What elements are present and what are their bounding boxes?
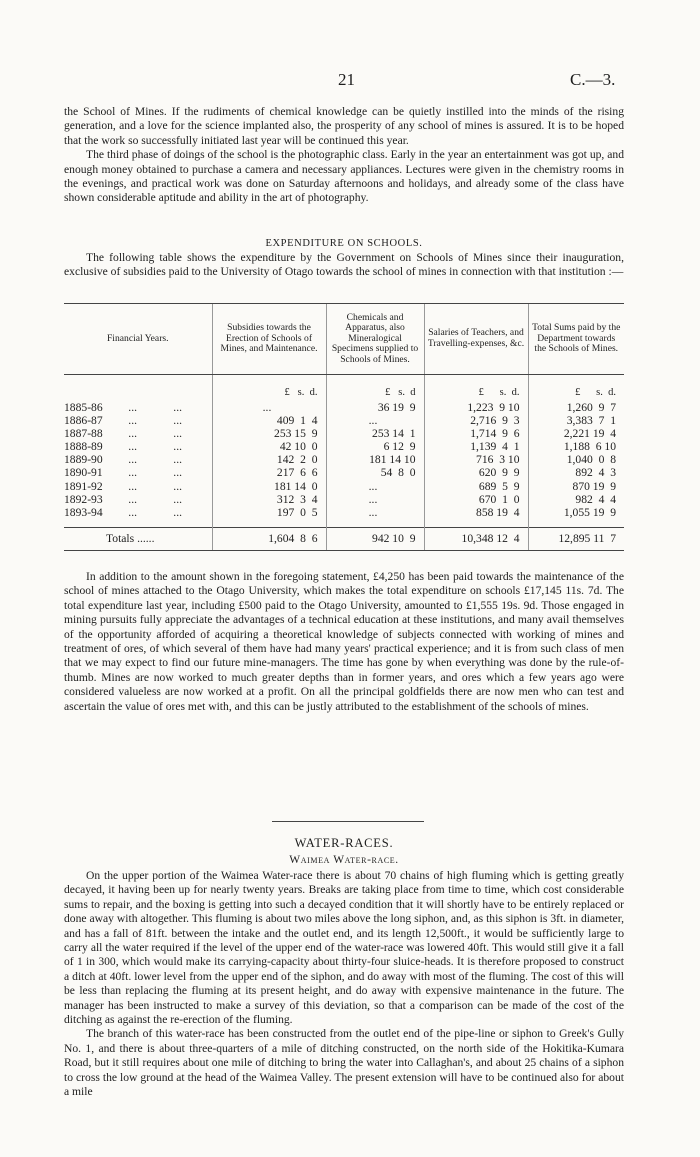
units-label: £ s. d bbox=[326, 375, 424, 402]
table-row: 1891-92 ... ... 181 14 0 ... 689 5 9 870 19 9 bbox=[64, 480, 624, 493]
salaries-cell: 2,716 9 3 bbox=[424, 414, 528, 427]
expenditure-table-wrap bbox=[64, 303, 624, 551]
total-cell: 982 4 4 bbox=[528, 493, 624, 506]
salaries-cell: 716 3 10 bbox=[424, 453, 528, 466]
chemicals-cell: 253 14 1 bbox=[326, 427, 424, 440]
section-divider bbox=[272, 821, 424, 822]
intro-section bbox=[64, 105, 624, 206]
salaries-cell: 1,223 9 10 bbox=[424, 401, 528, 414]
chemicals-cell: 36 19 9 bbox=[326, 401, 424, 414]
table-row: 1890-91 ... ... 217 6 6 54 8 0 620 9 9 892 4 3 bbox=[64, 466, 624, 479]
subsidies-cell: 181 14 0 bbox=[212, 480, 326, 493]
salaries-cell: 689 5 9 bbox=[424, 480, 528, 493]
expenditure-notes bbox=[64, 570, 624, 714]
paragraph: On the upper portion of the Waimea Water-race there is about 70 chains of high fluming which is getting greatly decayed, it having been up for nearly twenty years. Breaks are taking place from time to time, which cost considerable sums to repair, and the boxing is getting into such a decayed condition that it will shortly have to be entirely replaced or done away with altogether. This fluming is about two miles above the long siphon, and, as this siphon is 3ft. in diameter, and has a fall of 81ft. between the intake and the outlet end, and its length 12,500ft., it would be sufficiently large to carry all the water required if the level of the upper end of the water-race was lowered 40ft. This would still give it a fall of 1 in 300, which would make its carrying-capacity about thirty-four sluice-heads. It is therefore proposed to construct a ditch at 40ft. lower level from the upper end of the siphon, and do away with most of the fluming. The cost of this will be less than replacing the fluming at its present height, and do away with expensive maintenance in the future. The manager has been instructed to make a survey of this deviation, so that a comparison can be made of the cost of the ditching as against the re-erection of the fluming. bbox=[64, 869, 624, 1027]
total-cell: 892 4 3 bbox=[528, 466, 624, 479]
salaries-total: 10,348 12 4 bbox=[424, 527, 528, 550]
subsidies-cell: 42 10 0 bbox=[212, 440, 326, 453]
chemicals-cell: 6 12 9 bbox=[326, 440, 424, 453]
total-cell: 2,221 19 4 bbox=[528, 427, 624, 440]
chemicals-cell: ... bbox=[326, 506, 424, 519]
subsidies-cell: 409 1 4 bbox=[212, 414, 326, 427]
chemicals-cell: ... bbox=[326, 480, 424, 493]
table-row: 1888-89 ... ... 42 10 0 6 12 9 1,139 4 1 1,188 6 10 bbox=[64, 440, 624, 453]
chemicals-cell: 181 14 10 bbox=[326, 453, 424, 466]
salaries-cell: 620 9 9 bbox=[424, 466, 528, 479]
total-cell: 1,055 19 9 bbox=[528, 506, 624, 519]
column-header: Financial Years. bbox=[64, 304, 212, 375]
totals-row: Totals ...... 1,604 8 6 942 10 9 10,348 12 4 12,895 11 7 bbox=[64, 527, 624, 550]
table-row: 1893-94 ... ... 197 0 5 ... 858 19 4 1,055 19 9 bbox=[64, 506, 624, 519]
paragraph: The branch of this water-race has been constructed from the outlet end of the pipe-line or siphon to Greek's Gully No. 1, and there is about three-quarters of a mile of ditching constructed, on the north side of the Hokitika-Kumara Road, but it still requires about one mile of ditching to bring the water into Callaghan's, and about 25 chains of a siphon to cross the low ground at the head of the Waimea Valley. The present extension will have to be continued also for about a mile bbox=[64, 1027, 624, 1099]
water-races-section bbox=[64, 836, 624, 1100]
table-row: 1889-90 ... ... 142 2 0 181 14 10 716 3 10 1,040 0 8 bbox=[64, 453, 624, 466]
units-label: £ s. d. bbox=[424, 375, 528, 402]
units-label: £ s. d. bbox=[212, 375, 326, 402]
total-cell: 1,040 0 8 bbox=[528, 453, 624, 466]
subsidies-cell: 312 3 4 bbox=[212, 493, 326, 506]
table-row: 1887-88 ... ... 253 15 9 253 14 1 1,714 9 6 2,221 19 4 bbox=[64, 427, 624, 440]
column-header: Salaries of Teachers, and Travelling-expenses, &c. bbox=[424, 304, 528, 375]
units-label: £ s. d. bbox=[528, 375, 624, 402]
document-reference: C.—3. bbox=[570, 70, 616, 89]
total-cell: 1,188 6 10 bbox=[528, 440, 624, 453]
salaries-cell: 1,714 9 6 bbox=[424, 427, 528, 440]
column-header: Chemicals and Apparatus, also Mineralogical Specimens supplied to Schools of Mines. bbox=[326, 304, 424, 375]
column-header: Total Sums paid by the Department towards the Schools of Mines. bbox=[528, 304, 624, 375]
year-cell: 1890-91 bbox=[64, 466, 103, 480]
section-heading: EXPENDITURE ON SCHOOLS. bbox=[265, 238, 423, 249]
table-row: 1886-87 ... ... 409 1 4 ... 2,716 9 3 3,383 7 1 bbox=[64, 414, 624, 427]
subsidies-cell: 197 0 5 bbox=[212, 506, 326, 519]
section-heading: WATER-RACES. bbox=[294, 836, 394, 850]
salaries-cell: 670 1 0 bbox=[424, 493, 528, 506]
total-cell: 3,383 7 1 bbox=[528, 414, 624, 427]
totals-label: Totals ... bbox=[106, 532, 146, 546]
subsidies-cell: 142 2 0 bbox=[212, 453, 326, 466]
table-row: 1892-93 ... ... 312 3 4 ... 670 1 0 982 4 4 bbox=[64, 493, 624, 506]
paragraph: In addition to the amount shown in the foregoing statement, £4,250 has been paid towards the maintenance of the school of mines attached to the Otago University, which makes the total expenditure on schools £17,145 11s. 7d. The total expenditure last year, including £500 paid to the Otago University, amounted to £1,555 19s. 9d. Those engaged in mining pursuits fully appreciate the advantages of a technical education at these institutions, and many avail themselves of the opportunity afforded of acquiring a theoretical knowledge of subjects connected with working of mines and treatment of ores, of which several of them have had many years' practical experience; and it is from such class of men that we may expect to find our future mine-managers. The time has gone by when everything was done by the rule-of-thumb. Mines are now worked to much greater depths than in former years, and ores which a few years ago were considered valueless are now worked at a profit. On all the principal goldfields there are now men who can test and ascertain the value of ores met with, and this can be justly attributed to the establishment of the schools of mines. bbox=[64, 570, 624, 713]
paragraph: the School of Mines. If the rudiments of chemical knowledge can be quietly instilled into the minds of the rising generation, and a love for the science implanted also, the prosperity of any school of mines is assured. It is to be hoped that the work so successfully initiated last year will be continued this year. bbox=[64, 105, 624, 147]
chemicals-cell: 54 8 0 bbox=[326, 466, 424, 479]
expenditure-section bbox=[64, 238, 624, 280]
column-header: Subsidies towards the Erection of Schools of Mines, and Maintenance. bbox=[212, 304, 326, 375]
grand-total: 12,895 11 7 bbox=[528, 527, 624, 550]
year-cell: 1885-86 bbox=[64, 401, 103, 414]
subsidies-cell: 253 15 9 bbox=[212, 427, 326, 440]
page-number: 21 bbox=[338, 70, 355, 89]
subsidies-cell: ... bbox=[212, 401, 326, 414]
year-cell: 1891-92 bbox=[64, 479, 103, 493]
paragraph: The third phase of doings of the school is the photographic class. Early in the year an entertainment was got up, and enough money obtained to purchase a camera and necessary appliances. Lectures were given in the chemistry rooms in the evenings, and practical work was done on Saturday afternoons and holidays, and already some of the class have shown considerable aptitude and ability in the art of photography. bbox=[64, 148, 624, 205]
year-cell: 1888-89 bbox=[64, 440, 103, 454]
year-cell: 1886-87 bbox=[64, 414, 103, 428]
salaries-cell: 858 19 4 bbox=[424, 506, 528, 519]
total-cell: 870 19 9 bbox=[528, 480, 624, 493]
units-row bbox=[64, 375, 624, 402]
salaries-cell: 1,139 4 1 bbox=[424, 440, 528, 453]
chemicals-cell: ... bbox=[326, 414, 424, 427]
chemicals-cell: ... bbox=[326, 493, 424, 506]
year-cell: 1892-93 bbox=[64, 492, 103, 506]
chemicals-total: 942 10 9 bbox=[326, 527, 424, 550]
table-row: 1885-86 ... ... ... 36 19 9 1,223 9 10 1,260 9 7 bbox=[64, 401, 624, 414]
year-cell: 1887-88 bbox=[64, 427, 103, 441]
page-header bbox=[0, 70, 700, 90]
total-cell: 1,260 9 7 bbox=[528, 401, 624, 414]
year-cell: 1889-90 bbox=[64, 453, 103, 467]
table-header-row bbox=[64, 304, 624, 375]
expenditure-table bbox=[64, 303, 624, 551]
subsidies-cell: 217 6 6 bbox=[212, 466, 326, 479]
subsection-heading: Waimea Water-race. bbox=[289, 854, 399, 866]
year-cell: 1893-94 bbox=[64, 505, 103, 519]
paragraph: The following table shows the expenditure by the Government on Schools of Mines since their inauguration, exclusive of subsidies paid to the University of Otago towards the school of mines in connection with that institution :— bbox=[64, 251, 624, 279]
subsidies-total: 1,604 8 6 bbox=[212, 527, 326, 550]
